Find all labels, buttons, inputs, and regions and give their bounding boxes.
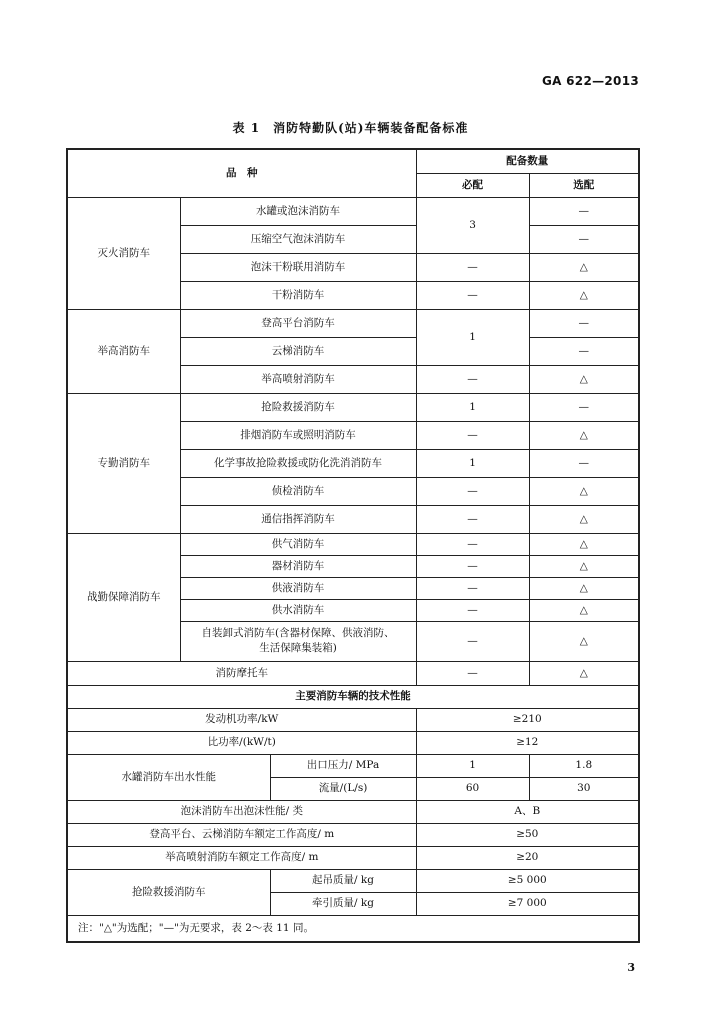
optional-value: —	[529, 197, 639, 225]
item-name: 抢险救援消防车	[180, 393, 416, 421]
table-title: 表 1 消防特勤队(站)车辆装备配备标准	[232, 121, 469, 135]
perf-sublabel: 流量/(L/s)	[270, 777, 416, 800]
perf-sublabel: 出口压力/ MPa	[270, 754, 416, 777]
item-name: 登高平台消防车	[180, 309, 416, 337]
optional-value: —	[529, 225, 639, 253]
perf-value: ≥7 000	[416, 892, 639, 915]
table-row	[67, 823, 639, 846]
optional-value: △	[529, 533, 639, 555]
table-row	[67, 661, 639, 685]
optional-value: △	[529, 253, 639, 281]
optional-value: —	[529, 393, 639, 421]
perf-value: A、B	[416, 800, 639, 823]
table-row	[67, 869, 639, 892]
perf-label: 抢险救援消防车	[67, 869, 270, 915]
optional-value: △	[529, 505, 639, 533]
item-name: 供液消防车	[180, 577, 416, 599]
optional-value: △	[529, 599, 639, 621]
page-number: 3	[627, 961, 635, 974]
table-row	[67, 731, 639, 754]
perf-value: 60	[416, 777, 529, 800]
item-name: 泡沫干粉联用消防车	[180, 253, 416, 281]
item-name: 供气消防车	[180, 533, 416, 555]
item-name: 干粉消防车	[180, 281, 416, 309]
header-quantity: 配备数量	[416, 149, 639, 173]
table-row	[67, 846, 639, 869]
required-value: —	[416, 577, 529, 599]
item-name: 供水消防车	[180, 599, 416, 621]
item-name-line: 生活保障集装箱)	[259, 642, 337, 654]
required-value: —	[416, 365, 529, 393]
table-row	[67, 197, 639, 225]
required-value: —	[416, 281, 529, 309]
item-name: 消防摩托车	[67, 661, 416, 685]
table-row	[67, 533, 639, 555]
optional-value: △	[529, 555, 639, 577]
required-value: —	[416, 477, 529, 505]
equipment-table	[66, 148, 640, 943]
group-name: 专勤消防车	[67, 393, 180, 533]
item-name: 排烟消防车或照明消防车	[180, 421, 416, 449]
required-value: —	[416, 555, 529, 577]
perf-value: ≥210	[416, 708, 639, 731]
perf-label: 登高平台、云梯消防车额定工作高度/ m	[67, 823, 416, 846]
optional-value: △	[529, 621, 639, 661]
perf-value: 1.8	[529, 754, 639, 777]
perf-value: 1	[416, 754, 529, 777]
table-row	[67, 708, 639, 731]
optional-value: —	[529, 449, 639, 477]
performance-title: 主要消防车辆的技术性能	[67, 685, 639, 708]
header-optional: 选配	[529, 173, 639, 197]
required-value: 1	[416, 393, 529, 421]
group-name: 举高消防车	[67, 309, 180, 393]
item-name: 云梯消防车	[180, 337, 416, 365]
item-name: 举高喷射消防车	[180, 365, 416, 393]
table-row	[67, 754, 639, 777]
required-value: —	[416, 621, 529, 661]
required-value: 3	[416, 197, 529, 253]
table-row	[67, 393, 639, 421]
required-value: —	[416, 661, 529, 685]
item-name: 器材消防车	[180, 555, 416, 577]
optional-value: △	[529, 365, 639, 393]
required-value: —	[416, 421, 529, 449]
required-value: —	[416, 599, 529, 621]
perf-sublabel: 牵引质量/ kg	[270, 892, 416, 915]
header-required: 必配	[416, 173, 529, 197]
optional-value: △	[529, 281, 639, 309]
perf-label: 比功率/(kW/t)	[67, 731, 416, 754]
item-name: 侦检消防车	[180, 477, 416, 505]
perf-value: ≥5 000	[416, 869, 639, 892]
required-value: 1	[416, 449, 529, 477]
item-name-line: 自装卸式消防车(含器材保障、供液消防、	[201, 627, 395, 639]
perf-sublabel: 起吊质量/ kg	[270, 869, 416, 892]
optional-value: △	[529, 421, 639, 449]
required-value: —	[416, 533, 529, 555]
perf-label: 举高喷射消防车额定工作高度/ m	[67, 846, 416, 869]
group-name: 战勤保障消防车	[67, 533, 180, 661]
perf-value: ≥20	[416, 846, 639, 869]
perf-value: ≥50	[416, 823, 639, 846]
header-variety: 品 种	[67, 149, 416, 197]
item-name	[180, 621, 416, 661]
required-value: 1	[416, 309, 529, 365]
optional-value: △	[529, 477, 639, 505]
perf-label: 发动机功率/kW	[67, 708, 416, 731]
optional-value: △	[529, 577, 639, 599]
optional-value: —	[529, 309, 639, 337]
perf-value: 30	[529, 777, 639, 800]
group-name: 灭火消防车	[67, 197, 180, 309]
standard-code: GA 622—2013	[541, 74, 639, 88]
perf-value: ≥12	[416, 731, 639, 754]
table-note: 注："△"为选配；"—"为无要求，表 2～表 11 同。	[67, 915, 639, 942]
item-name: 水罐或泡沫消防车	[180, 197, 416, 225]
item-name: 压缩空气泡沫消防车	[180, 225, 416, 253]
optional-value: —	[529, 337, 639, 365]
item-name: 化学事故抢险救援或防化洗消消防车	[180, 449, 416, 477]
optional-value: △	[529, 661, 639, 685]
table-row	[67, 309, 639, 337]
table-row	[67, 800, 639, 823]
required-value: —	[416, 253, 529, 281]
item-name: 通信指挥消防车	[180, 505, 416, 533]
required-value: —	[416, 505, 529, 533]
perf-label: 泡沫消防车出泡沫性能/ 类	[67, 800, 416, 823]
perf-label: 水罐消防车出水性能	[67, 754, 270, 800]
